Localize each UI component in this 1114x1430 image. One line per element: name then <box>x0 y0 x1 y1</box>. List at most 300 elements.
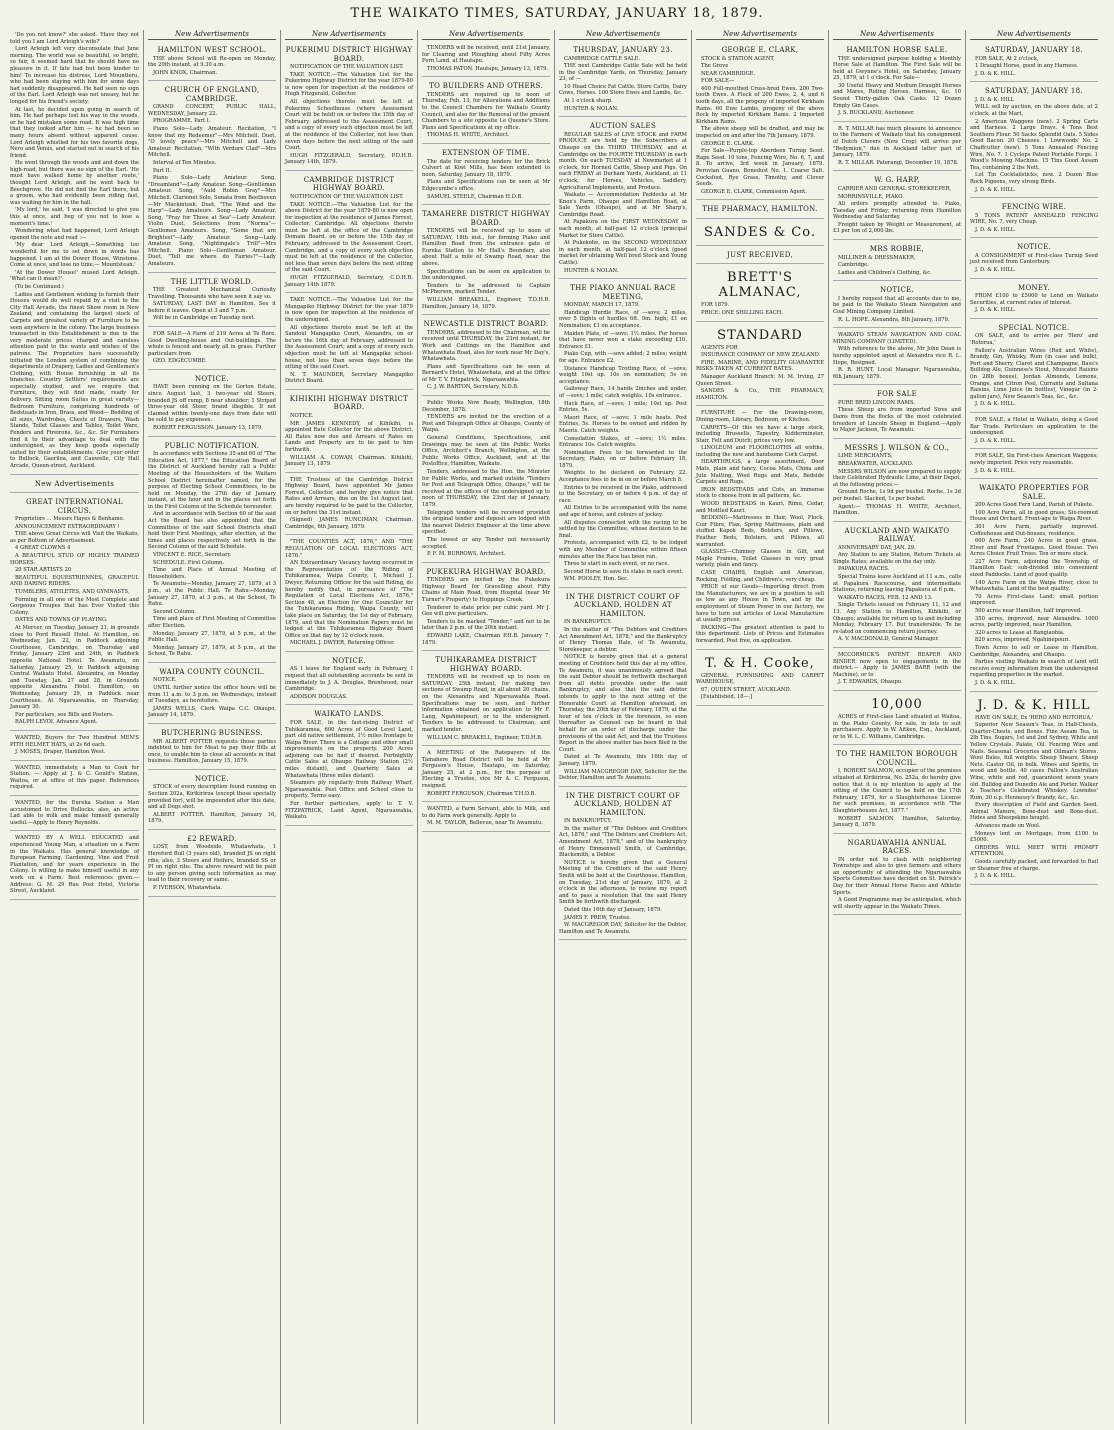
advertisement <box>970 321 1098 413</box>
advertisement <box>422 207 550 315</box>
advertisement-text: MESSRS WILSON are now prepared to supply their Celebrated Hydraulic Lime, at their Depot, at the following prices:— <box>833 468 961 488</box>
advertisement-text: At Papakura on the FIRST WEDNESDAY in each month, at half-past 12 o'clock (principal Market for Store Cattle). <box>559 219 687 239</box>
advertisement-text: MORRINSVILLE, PIAKO. <box>838 193 904 200</box>
advertisement-text: Second Horse to save its stake in each event. <box>564 568 684 575</box>
advertisement <box>833 283 961 328</box>
advertisement <box>970 694 1098 885</box>
advertisement-text: Any Station to any Station, Return Tickets at Single Rates; available on the day only. <box>833 552 961 565</box>
advertisement-text: HAVE been running on the Gorton Estate, since August last, 3 two-year old Steers, branded JS off rump, 8 near shoulder; 1 Striped three-year old Steer, brand illegible. If not claimed within twenty-one days from date will be sold to pay expenses. <box>148 384 276 424</box>
advertisement-text: Piano Solo—Lady Amateur. Song, "Dreamland"—Lady Amateur. Song—Gentleman Amateur. Song, "Auld Robin Gray"—Mrs Mitchell. Clarionet Solo, Sonata from Beethoven—Mr Mackintosh. Duet, "The Wind and the Harp"—Lady Amateurs. Song—Lady Amateur. Song, "Pray for Those at Sea"—Lady Amateur. Violin Duet, Selections from "Norma"—Gentlemen Amateurs. Song, "Some that are Brightest"—Lady Amateur. Song—Lady Amateur. Song, "Nightingale's Trill"—Mrs Mitchell. Piano Solo—Gentleman Amateur. Duet, "Tell me where do Fairies?"—Lady Amateurs. <box>148 175 276 267</box>
advertisement-text: TENDERS are invited by the Pukekura Highway Board for Gravelling about Fifty Chains of Main Road, from Hospital (near Mr Turner's Property) to Hoppings Creek. <box>422 577 550 603</box>
advertisement-text: FURNITURE — For the Drawing-room, Dining-room, Library, Bedroom, or Kitchen. <box>696 410 824 423</box>
advertisement-text: ANNIVERSARY DAY, JAN. 29. <box>838 544 916 551</box>
advertisement <box>970 281 1098 319</box>
advertisement-text: NOTICE. <box>290 412 314 419</box>
advertisement-text: For Sale—Purple-top Aberdeen Turnip Seed. Rape Seed. 10 tons, Fencing Wire, No. 6, 7, and 8. To arrive, 3rd week in January, 1879. Peruvian Guano. Bonedust No. 1. Coarse Salt. Cocksfoot, Rye Grass, Timothy, and Clover Seeds. <box>696 148 824 188</box>
advertisement-text: NOTICE is hereby given that at a general meeting of Creditors held this day at my office, Te Awamutu, it was unanimously agreed that the said Debtor should be forthwith discharged from all debts provable under the said Bankruptcy, and also that the said debtor intends to apply to the next sitting of the Honorable Court at Hamilton aforesaid, on Thursday, the 20th day of February, 1879, at the hour of ten o'clock in the forenoon, so soon thereafter as Counsel can be heard in that behalf for an order of discharge under the provisions of the said Act, and that the Trustees Report in the above matter has been filed in the Court. <box>559 654 687 753</box>
advertisement-text: THOMAS H. WHITE, Architect. <box>427 132 510 139</box>
advertisement-text: BEAUTIFUL EQUESTRIENNES, GRACEFUL AND DARING RIDERS. <box>10 574 139 588</box>
advertisement-text: Entries to be received in the Piako, addressed to the Secretary, on or before 4 p.m. of day of race. <box>559 484 687 504</box>
advertisement-title: 10,000 <box>871 696 923 712</box>
advertisement-text: TENDERS, addressed to the Chairman, will be received until THURSDAY, the 23rd instant, for Work and Cuttings on the Hamilton and Whatawhata Road, also for work near Mr Day's, Whatawhata. <box>422 329 550 363</box>
advertisement-text: 100 Acre Farm, all in good grass; Six-roomed House and Orchard. Front-age to Waipa River. <box>970 509 1098 523</box>
advertisement-text: N. T. MAUNDER, Secretary Mangapiko District Board. <box>285 371 413 385</box>
advertisement-text: In accordance with Sections 35 and 60 of "The Education Act, 1877," the Education Board of the District of Auckland hereby call a Public Meeting of the Householders of the Waitaro School District hereinafter named, for the purpose of Electing School Committees, to be held on Monday, the 27th day of January instant, at the hour and in the places set forth in the First Column of the Schedule hereunder. <box>148 451 276 510</box>
advertisement-title: PUKEKURA HIGHWAY BOARD. <box>426 567 546 576</box>
advertisement-text: I, ROBERT SALMON, occupier of the premises situated at Kirikiriroa, No. 252a, do hereby give notice that it is my intention to apply at the sitting of the Council to be held on the 17th February, 1879, for a Slaughterhouse License for such premises, in accordance with "The Slaughterhouses Act, 1877." <box>833 768 961 814</box>
advertisement-text: VINCENT E. RICE, Secretary. <box>153 552 232 559</box>
advertisement-text: For particulars, see Bills and Posters. <box>15 711 114 718</box>
advertisement <box>833 747 961 833</box>
advertisement-text: Ground Roche, 1s 9d per bushel. Roche, 1s 3d per bushel. Slacked, 1s per bushel. <box>833 489 961 502</box>
advertisement-text: J. D. & K. HILL. <box>975 70 1016 77</box>
advertisement <box>148 665 276 724</box>
advertisement-title: CHURCH OF ENGLAND, CAMBRIDGE. <box>164 86 260 103</box>
advertisement <box>422 43 550 77</box>
advertisement <box>833 43 961 122</box>
advertisement-title: SPECIAL NOTICE. <box>998 323 1070 332</box>
advertisement <box>285 537 413 652</box>
advertisement-text: IN BANKRUPTCY. <box>564 818 612 825</box>
advertisement-text: The Grove <box>701 63 729 70</box>
advertisement-text: Advances made on Wool. <box>975 823 1041 830</box>
advertisement-text: J. D. & K. HILL. <box>975 679 1016 686</box>
advertisement-text: In the matter of "The Debtors and Creditors Act Amendment Act, 1878," and the Bankruptcy of Henry Thomas Hale, of Te Awamutu, Storekeeper, a debtor. <box>559 627 687 653</box>
advertisement-text: 30 Useful Heavy and Medium Draught Horses and Mares, Riding Horses, Harness, &c. 10 Sound Thirty-gallon Oak Casks. 12 Dozen Empty Gin Cases. <box>833 82 961 109</box>
advertisement-text: MONDAY, MARCH 17, 1879. <box>564 302 640 309</box>
advertisement-text: FOR SALE, in the fast-rising District of Tuhikaramea, 600 Acres of Good Level Land, part old native settlement, 1½ miles frontage to Waipa River. There is a Cottage and other small improvements on the property. 200 Acres adjoining can be had if desired. Fortnightly Cattle Sales at Ohaupo Railway Station (2½ miles distant), and Quarterly Sales at Whatawhata (three miles distant). <box>285 719 413 779</box>
advertisement-title: THE PIAKO ANNUAL RACE MEETING, <box>570 284 676 301</box>
advertisement-title: J. D. & K. HILL <box>977 697 1091 713</box>
advertisement-text: 500 acres near Hamilton, half improved. <box>975 608 1082 615</box>
advertisement-text: WILLIAM BREAKELL, Engineer, T.D.H.B. Hamilton, January 14, 1879. <box>422 297 550 310</box>
advertisement-text: MICHAEL J. DWYER, Returning Officer. <box>290 640 395 647</box>
advertisement-text: ADDISON DOUGLAS. <box>290 693 348 700</box>
advertisement <box>696 43 824 200</box>
advertisement-text: HUNTER & NOLAN. <box>564 267 619 274</box>
advertisement <box>970 451 1098 479</box>
advertisement <box>148 275 276 327</box>
advertisement-text: Every description of Field and Garden Seed. Animal Manure, Bone-dust and Bone-dust. Hides and Sheepskins bought. <box>970 802 1098 822</box>
advertisement-text: At 1 o'clock sharp. <box>564 98 613 105</box>
advertisement-title: AUCTION SALES <box>589 122 657 131</box>
advertisement-text: These Sheep are from imported Sires and Dams from the flocks of the most celebrated breeders of Lincoln Sheep in England.—Apply to Major Jackson, Te Awamutu. <box>833 407 961 434</box>
advertisement-text: Galloway Race, 14 hands 2inches and under, of —sovs; 1 mile; catch weights. 10s entrance. <box>559 386 687 399</box>
advertisement-text: WANTED BY A WELL EDUCATED and experienced Young Man, a situation on a Farm in the Waikato. Has general knowledge of European Farming, Gardening, Vine and Fruit Plantation, and for years experience in the Colony. Is willing to make himself useful in any work on a Farm. Best references given.—Address: G. M. 29 Rue Post Hotel, Victoria Street, Auckland. <box>10 835 139 895</box>
advertisement-title: IN THE DISTRICT COURT OF AUCKLAND, HOLDEN AT HAMILTON. <box>565 592 681 618</box>
advertisement <box>148 83 276 272</box>
advertisement-text: All disputes connected with the racing to be settled by the Committee, whose decision to be final. <box>559 519 687 539</box>
advertisement-title: SATURDAY, JANUARY 18. <box>985 46 1083 54</box>
advertisement-title: THURSDAY, JANUARY 23. <box>573 46 673 54</box>
advertisement-text: Maori Race, of —sovs; 1 mile heats. Post Entries, 5s. Horses to be owned and ridden by Maoris. Catch weights. <box>559 414 687 434</box>
advertisement-text: J. D. & K. HILL. <box>975 873 1016 880</box>
advertisement-text: Goods carefully packed, and forwarded to Rail or Steamer free of charge. <box>970 859 1098 872</box>
advertisement <box>970 200 1098 238</box>
advertisement-text: Specifications can be seen on application to the undersigned. <box>422 268 550 282</box>
advertisement-text: PURE BRED LINCON RAMS. <box>838 399 915 406</box>
advertisement <box>285 295 413 390</box>
advertisement-title: IN THE DISTRICT COURT OF AUCKLAND, HOLDEN AT HAMILTON. <box>565 791 681 817</box>
advertisement-text: WILLIAM A. COWAN, Chairman. Kihikihi, January 13, 1879. <box>285 454 413 468</box>
advertisement-text: Time and Place of Annual Meeting of Householders. <box>148 567 276 580</box>
advertisement <box>10 30 139 475</box>
advertisement-title: HAMILTON HORSE SALE. <box>846 46 948 54</box>
advertisement-text: NOTICE. <box>153 677 177 684</box>
advertisement-text: W. MACGREGOR DAY, Solicitor for the Debtor, Hamilton and Te Awamutu. <box>559 922 687 935</box>
advertisement-text: Special Trains leave Auckland at 11 a.m., calls at Papakura Racecourse, and intermediate Stations, returning leaving Papakura at 6 p.m. <box>833 574 961 594</box>
advertisement-text: Wondering what had happened, Lord Arleigh opened the note and read :— <box>10 228 139 241</box>
advertisement-text: Plans and Specifications can be seen at Bernard's Hotel, Whatawhata, and at the Office of Mr T. V. Fitzpatrick, Ngaruawahia. <box>422 363 550 383</box>
advertisement-text: And in accordance with Section 60 of the said Act the Board has also appointed that the Committees of the said School Districts shall hold their First Meetings, after election, at the times and places respectively set forth in the Second Column of the said Schedule. <box>148 511 276 551</box>
advertisement-text: Second Column. <box>153 608 196 615</box>
advertisement-text: GEO. EDGECUMBE. <box>153 358 207 365</box>
advertisement-text: WANTED, immediately, a Man to Cook for Station. — Apply at J. & C. Gould's Station, Waitoa, or at office of this paper. References required. <box>10 764 139 791</box>
advertisement-text: NEAR CAMBRIDGE. <box>701 70 756 77</box>
advertisement-text: 5 TONS PATENT ANNEALED FENCING WIRE, No. 7, very Cheap. <box>970 212 1098 226</box>
advertisement <box>970 43 1098 82</box>
advertisement <box>696 248 824 265</box>
advertisement-title: NEWCASTLE DISTRICT BOARD. <box>423 320 549 329</box>
advertisement-text: TAKE NOTICE.—The Valuation List for the Mangapiko Highway District for the year 1879 is now open for inspection at the residence of the undersigned. <box>285 297 413 323</box>
advertisement-text: Lord Arleigh left very disconsolate that June morning. The world was so beautiful, so bright, so fair, it seemed hard that he should have no pleasure in it. If fate had but been kinder to him! To increase his distress, Lord Mountleru, who had been staying with him for some days had suddenly disappeared. He had seen no sign of the Earl. Lord Arleigh was not uneasy, but he longed for his friend's society. <box>10 46 139 105</box>
advertisement-text: PROGRAMME. Part I. <box>153 118 211 125</box>
advertisement-text: TENDERS are required up to noon of Thursday, Feb. 13, for Alterations and Additions to the Council Chambers for Waikato County Council, and also for the Removal of the present Chambers to a site opposite Le Quesne's Store. Plans and Specifications at my office. <box>422 91 550 131</box>
advertisement <box>559 590 687 787</box>
advertisement <box>285 707 413 825</box>
advertisement-text: Dated this 16th day of January, 1879. <box>564 906 662 913</box>
advertisement-text: WANTED, a Farm Servant, able to Milk, and to do Farm work generally. Apply to <box>422 806 550 819</box>
advertisement-title: NGARUAWAHIA ANNUAL RACES. <box>847 838 947 856</box>
advertisement-title: PUBLIC NOTIFICATION. <box>164 441 260 450</box>
advertisement <box>285 173 413 293</box>
advertisement <box>148 772 276 830</box>
advertisement-title: NOTICE. <box>194 374 230 383</box>
advertisement-text: TAKE NOTICE.—The Valuation List for the above District for the year 1879-80 is now open for inspection at the residence of James Forrest, Collector, Cambridge. All objections thereto must be left at the office of the Cambridge Domain Board, on or before the 15th day of February, addressed to the Assessment Court, Cambridge, and a copy of every such objection must be left at the residence of the Collector, not less than seven days before the next sitting of the said Court. <box>285 201 413 274</box>
advertisement-text: 301 Acre Farm, partially improved. Coffeehouse and Out-houses, residence. <box>970 523 1098 537</box>
advertisement-text: Will be in Cambridge on Tuesday next. <box>153 315 256 322</box>
advertisement-text: ROBERT FERGUSSON. January 13, 1879. <box>153 425 264 432</box>
advertisement-text: FOR SALE—A Farm of 219 Acres at Te Rore. Good Dwelling-house and Out-buildings. The whole is fenced and nearly all in grass. Further particulars from <box>148 331 276 357</box>
advertisement <box>833 173 961 240</box>
advertisement-text: Weights to be declared on February 22. Acceptance fees to be in on or before March 8. <box>559 470 687 484</box>
advertisement-text: I hereby request that all accounts due to me, be paid to the Waikato Steam Navigation and Coal Mining Company Limited. <box>833 295 961 316</box>
advertisement-title: £2 REWARD. <box>187 834 237 843</box>
advertisement-title: NOTICE. <box>1016 243 1052 252</box>
advertisement-text: Fallon's Australian Wines (Red and White), Brandy, Gin, Whisky, Rum (in case and bulk), Port and Sherry, Claret and Champagne, Bass's Bulldog Ale, Guinness's Stout, Muscatel Raisins (in 28lb boxes), Jordan Almonds, Lemons, Orange, and Citron Peel, Currants and Sultana Raisins, Lime Juice (in bottles), Vinegar (in 2-gallon jars), New Season's Teas, &c., &c. <box>970 347 1098 400</box>
advertisement-text: LIME MERCHANTS, <box>838 453 893 460</box>
advertisement-text: Superior New Season's Teas, in Half-Chests, Quarter-Chests, and Boxes. Fine Assam Tea, in 2lb Tins. Sugars, 1st and 2nd Sydney, White and Yellow Crystals. Palate, Oil. Fencing Wire and Nails. Seasonal Groceries and Oilman's Stores. Wool Bales, full weights. Sheep Shears, Sheep Nets. Castor Oil, in bulk. Wines and Spirits, in wood and bottle. 40 cases Fallon's Australian Wine, white and red, guaranteed seven years old. Bulldog and Dunedin Ale and Porter. Walker & Teacher's Celebrated Whiskey. Lowndes' Rum, 30 o.p. Hennessy's Brandy, &c., &c. <box>970 722 1098 801</box>
column-heading: New Advertisements <box>833 30 961 40</box>
advertisement-text: Three to start in each event, or no race. <box>564 561 670 568</box>
advertisement-text: FOR SALE— <box>701 78 735 85</box>
advertisement <box>422 317 550 396</box>
advertisement-title: NOTICE. <box>879 286 915 295</box>
advertisement-text: PACKING—The greatest attention is paid to this department. Lists of Prices and Estimates forwarded, Post free, on application. <box>696 624 824 644</box>
advertisement-text: Te Awamutu—Monday, January 27, 1879, at 3 p.m., at the Public Hall. Te Rahu—Monday, January 27, 1879, at 3 p.m., at the School, Te Rahu. <box>148 581 276 608</box>
advertisement-text: WANTED, Buyers for Two Hundred MEN'S PITH HELMET HATS, at 2s 6d each. <box>10 734 139 748</box>
advertisement <box>833 441 961 522</box>
advertisement-text: All orders promptly attended to. Piako, Tuesday and Friday; returning from Hamilton Wednesday and Saturday. <box>833 201 961 221</box>
advertisement <box>148 439 276 663</box>
advertisement <box>148 372 276 437</box>
advertisement <box>148 726 276 770</box>
advertisement-text: J. S. BUCKLAND, Auctioneer. <box>838 110 915 117</box>
advertisement-text: WANTED, for the Eureka Station a Man accustomed to Drive Bullocks; also, an active Lad able to milk and make himself generally useful.—Apply to Henry Reynolds. <box>10 800 139 826</box>
newspaper-column <box>554 30 691 1424</box>
column-heading: New Advertisements <box>422 30 550 40</box>
advertisement-title: GREAT INTERNATIONAL CIRCUS. <box>26 498 123 515</box>
advertisement-text: THE Greatest Mechanical Curiosity Travelling. Thousands who have seen it say so. <box>148 287 276 300</box>
advertisement-text: M. M. TAYLOR, Bellevue, near Te Awamutu. <box>427 820 543 827</box>
advertisement-text: Tenderer to state price per cubic yard. Mr J. Gee will give particulars. <box>422 604 550 618</box>
advertisement-text: Lot Tin Cocktailsticks, new. 2 Dozen Blue Rock Pigeons, very strong Birds. <box>970 172 1098 185</box>
advertisement-text: Dated at Te Awamutu, this 16th day of January, 1879. <box>559 754 687 767</box>
advertisement-text: A MEETING of the Ratepayers of the Tamahere Road District will be held at Mr Ferguson's House, Hautapu, on Saturday, January 25, at 2 p.m., for the purpose of Electing a Trustee, vice Mr A. C. Ferguson, resigned. <box>422 750 550 790</box>
advertisement-text: 'Do you not know?' she asked. 'Have they not told you I am Lord Arleigh's wife?' <box>10 32 139 45</box>
advertisement-text: J. D. & K. HILL. <box>975 437 1016 444</box>
advertisement-text: FOR SALE, At 2 o'clock, <box>975 55 1039 62</box>
advertisement-text: GEORGE E. CLARK, Commission Agent. <box>701 188 807 195</box>
advertisement <box>10 833 139 899</box>
advertisement-text: J. MOSES, Draper, Hamilton West. <box>15 749 106 756</box>
advertisement-text: Monday, January 27, 1879, at 5 p.m., at the School, Te Rahu. <box>148 644 276 658</box>
advertisement-text: Tenders to be addressed to Captain McPherson, marked Tender. <box>422 282 550 296</box>
advertisement-text: Nomination Fees to be forwarded to the Secretary, Piako, on or before February 18, 1879. <box>559 449 687 469</box>
advertisement <box>559 43 687 117</box>
advertisement-text: FOR SALE, Six First-class American Waggons; newly imported. Price very reasonable. <box>970 453 1098 466</box>
advertisement-title: THE LITTLE WORLD. <box>170 277 254 286</box>
advertisement-text: At Mercer, on Tuesday, January 21, in grounds close to Pord Russell Hotel. At Hamilton, on Wednesday, Jan. 22, in Paddock adjoining Courthouse, Cambridge, on Thursday and Friday, January 23rd and 24th, in Paddock opposite National Hotel. Te Awamutu, on Saturday, January 25, in Paddock adjoining Central Waikato Hotel. Alexandra, on Monday and Tuesday, Jan. 27 and 28, in Grounds opposite Alexandra Hotel. Hamilton, on Wednesday, January 29, in Paddock near Courthouse. At Ngaruawahia, on Thursday, January 30. <box>10 625 139 711</box>
advertisement-text: HEARTHRUGS, a large assortment, Door Mats, plain and fancy, Cocoa Mats, China and Jute Matting, Wool Rugs and Mats, Bedside Carpets and Rugs. <box>696 459 824 486</box>
advertisement-text: Piano Solo—Lady Amateur. Recitation, "I know that my Redeemer"—Mrs Mitchell. Duet, "O lovely peace"—Mrs Mitchell and Lady Amateur. Recitation, "With Verdure Clad"—Mrs Mitchell. <box>148 126 276 159</box>
advertisement-text: 350 acres, improved, near Alexandra. 1000 acres, partly improved, near Hamilton. <box>970 615 1098 629</box>
advertisement-text: 320 acres to Lease at Rangiaohia. <box>975 629 1065 636</box>
advertisement-text: Handicap Hurdle Race, of —sovs; 2 miles, over 5 flights of hurdles 6ft. 9in. high; £1 on Nomination; £1 on acceptance. <box>559 309 687 329</box>
advertisement-text: Piako Cup, with —sovs added; 2 miles; weight for age. Entrance £2. <box>559 351 687 364</box>
advertisement-text: 70 Acres First-class Land; small portion improved. <box>970 593 1098 607</box>
advertisement-text: PRICE: ONE SHILLING EACH. <box>701 309 783 316</box>
advertisement-text: BEDDING—Mattresses in Hair, Wool, Flock, Coir Fibre, Flax, Spring Mattresses, plain and stuffed Kapok Beds, Bolsters, and Pillows, Feather Beds, Bolsters, and Pillows, all warranted. <box>696 515 824 548</box>
advertisement-text: FIRE, MARINE, AND FIDELITY GUARANTEE RISKS TAKEN AT CURRENT RATES. <box>696 359 824 373</box>
advertisement-text: AN Extraordinary Vacancy having occurred in the Representation of the Riding of Tuhikaramea, Waipa County, I, Michael J. Dwyer, Returning Officer for the said Riding, do hereby notify that, in pursuance of "The Regulation of Local Elections Act, 1876," Section 48, an Election for One Councillor for the Tuhikaramea Riding, Waipa County, will take place on Saturday, the 1st day of February, 1879, and that the Nomination Papers must be lodged at the Tuhikaramea Highway Board Office on that day by 12 o'clock noon. <box>285 560 413 639</box>
column-heading: New Advertisements <box>285 30 413 40</box>
advertisement-text: J. D. & K. HILL. <box>975 467 1016 474</box>
advertisement-text: [Established, 18—.] <box>701 694 753 701</box>
advertisement-text: ROBERT SALMON. Hamilton, Saturday, January 8, 1879. <box>833 815 961 829</box>
advertisement-text: THE Trustees of the Cambridge District Highway Board, have appointed Mr James Forrest, Collector, and hereby give notice that Rates and Arrears, due on the 1st August last, are hereby required to be paid to the Collector, on or before the 31st instant. <box>285 476 413 516</box>
advertisement-text: 200 Acres Good Fern Land, Parish of Pukete. <box>975 502 1094 509</box>
masthead: THE WAIKATO TIMES, SATURDAY, JANUARY 18, 1879. <box>350 6 764 21</box>
advertisement-text: All Entries to be accompanied with the name and age of horse, and colours of jockey. <box>559 505 687 519</box>
advertisement <box>559 281 687 588</box>
advertisement <box>10 763 139 796</box>
advertisement-text: The date for receiving tenders for the Brick Culvert at Kiwi Mills, has been extended to noon, Saturday, January 18, 1879. <box>422 158 550 178</box>
advertisement-text: Protests, accompanied with £2, to be lodged with any Member of Committee within fifteen minutes after the Race has been run. <box>559 540 687 560</box>
advertisement-text: THE above Great Circus will Visit the Waikato, as per Bottom of Advertisement. <box>10 531 139 544</box>
advertisement-text: 2 American Waggons (new). 2 Spring Carts and Harness. 2 Large Drays. 4 Tons Best Southern Flour. 50 Sacks Splendid Oats. 5 Sides Good Bacon. 20 Cheeses. 1 Lowwoods' No. 2 Chaffcutter (new). 5 Tons Annealed Fencing Wire, No. 7. 1 Cyclops Patent Portable Forge. 1 Wood's Mowing Machine. 15 Tins Good Assam Tea, containing 2 lbs Nett. <box>970 118 1098 171</box>
advertisement <box>833 836 961 916</box>
advertisement-text: FROM £100 to £5000 to Lend on Waikato Securities, at current rates of interest. <box>970 293 1098 306</box>
advertisement-text: CARPETS—Of this we have a large stock, including Brussells, Tapestry, Kidderminster, Stair, Felt and Dutch; prices very low. <box>696 424 824 444</box>
advertisement-title: TUHIKARAMEA DISTRICT HIGHWAY BOARD. <box>435 656 537 673</box>
advertisement-text: J. D. & K. HILL. <box>975 226 1016 233</box>
advertisement-text: CASE CHAIRS, English and American, Rocking, Folding, and Children's, very cheap. <box>696 569 824 583</box>
advertisement-title: T. & H. Cooke, <box>705 655 815 671</box>
advertisement-title: TO THE HAMILTON BOROUGH COUNCIL. <box>836 750 958 767</box>
newspaper-column <box>828 30 965 1424</box>
advertisement-text: (Signed) JAMES RUNCIMAN, Chairman. Cambridge, 6th January, 1879. <box>285 517 413 530</box>
advertisement-text: At last, he decided upon going in search of him. He had perhaps lost his way in the woods, or he had mistaken some road. It was high time that they looked after him — he had been so many hours absent without apparent cause. Lord Arleigh whistled for his two favorite dogs, Nero and Venus, and started out in search of his friend. <box>10 106 139 159</box>
advertisement-text: ALBERT POTTER. Hamilton, January 16, 1879. <box>148 811 276 825</box>
advertisement-title: AUCKLAND AND WAIKATO RAILWAY. <box>844 526 950 544</box>
advertisement-text: IRON BEDSTEADS and Cots, an immense stock to choose from in all patterns, &c. <box>696 486 824 500</box>
advertisement-text: IN BANKRUPTCY. <box>564 619 612 626</box>
advertisement-text: Consolation Stakes, of —sovs; 1½ miles. Entrance 10s. Catch weights. <box>559 435 687 449</box>
advertisement-text: 227 Acre Farm, adjoining the Township of Hamilton East; sub-divided into convenient sized Paddocks. Land of good quality. <box>970 558 1098 579</box>
advertisement-text: Plans and Specifications can be seen at Mr Edgecumbe's office. <box>422 179 550 192</box>
advertisement <box>10 733 139 761</box>
advertisement <box>148 832 276 897</box>
advertisement-text: R. T. MILLAR. Paterangi, December 19, 1878. <box>838 159 959 166</box>
advertisement-title: GEORGE E. CLARK, <box>721 46 799 54</box>
advertisement-text: With reference to the above, Mr John Dean is hereby appointed agent at Alexandra vice R. L. Hope, Resigned. <box>833 346 961 366</box>
advertisement <box>285 392 413 473</box>
advertisement-text: MR ALBERT POTTER requests those parties indebted to him for Meat to pay their Bills at once, to enable him to close all accounts in that business. Hamilton, January 15, 1879. <box>148 738 276 765</box>
advertisement-title: WAIPA COUNTY COUNCIL. <box>159 667 265 676</box>
newspaper-column <box>280 30 417 1424</box>
advertisement-text: Part II. <box>153 167 172 174</box>
advertisement-text: THE undersigned purpose holding a Monthly Horse Sale at Hamilton. The First Sale will be held at Gwynne's Hotel, on Saturday, January 25, 1879, at 1 o'clock. For Sale— <box>833 55 961 82</box>
advertisement-text: PRICE of our Goods—Importing direct from the Manufacturers, we are in a position to sell as low as any House in Town, and by the employment of Steam Power in our factory, we have to turn out articles of Local Manufacture at usually prices. <box>696 584 824 624</box>
advertisement-text: GEORGE E. CLARK. <box>701 140 755 147</box>
advertisement-title: NOTICE. <box>331 656 367 665</box>
advertisement <box>833 387 961 438</box>
advertisement-text: AS I leave for England early in February, I request that all outstanding accounts be sent in immediately to J. A. Douglas, Brentwood, near Cambridge. <box>285 666 413 693</box>
advertisement-text: Manager Auckland Branch: M. M. Irving, 27 Queen Street. <box>696 373 824 387</box>
advertisement-text: J. D. & K. HILL. <box>975 401 1016 408</box>
advertisement-text: BREAKWATER, AUCKLAND. <box>838 460 914 467</box>
advertisement-title: TAMAHERE DISTRICT HIGHWAY BOARD. <box>422 210 550 227</box>
advertisement-text: TUMBLERS, ATHLETES, AND GYMNASTS, <box>15 589 130 596</box>
advertisement-text: 4 GREAT CLOWNS 4 <box>15 545 71 552</box>
advertisement-text: TENDERS are invited for the erection of a Post and Telegraph Office at Ohaupo, County of Waipa. <box>422 414 550 434</box>
advertisement <box>422 79 550 144</box>
advertisement <box>833 330 961 385</box>
advertisement-text: Hack Race, of —sovs; 1 mile; 10st up. Post Entries, 5s. <box>559 400 687 414</box>
advertisement-text: FOR SALE, a Hotel in Waikato, doing a Good Bar Trade. Particulars on application to the undersigned. <box>970 416 1098 437</box>
advertisement <box>833 650 961 691</box>
advertisement-text: 'At the Dower House!' mused Lord Arleigh. 'What can it mean?' <box>10 269 139 283</box>
advertisement-text: P. F. M. BURROWS, Architect. <box>427 551 506 558</box>
advertisement-text: JAMES F. PREW, Trustee. <box>564 914 631 921</box>
advertisement-text: Maiden Plate, of —sovs; 1½ miles. For horses that have never won a stake exceeding £10. Entrance £1. <box>559 330 687 350</box>
advertisement <box>833 124 961 172</box>
advertisement <box>422 398 550 563</box>
advertisement-text: Distance Handicap Trotting Race, of —sovs; weight 10st up. 10s on nomination; 5s on acceptance. <box>559 365 687 385</box>
advertisement-text: IN order not to clash with neighboring Townships and also to give farmers and others an opportunity of attending the Ngaruawahia Sports Committee have decided on St. Patrick's Day for their Annual Horse Races and Athletic Sports. <box>833 856 961 896</box>
advertisement-text: GLASSES—Chimney Glasses in Gilt, and Maple Frames, Toilet Glasses in very great variety, plain and fancy. <box>696 549 824 569</box>
advertisement-text: NOTIFICATION OF THE VALUATION LIST. <box>290 193 404 200</box>
advertisement <box>696 408 824 649</box>
advertisement-title: EXTENSION OF TIME. <box>442 149 530 158</box>
advertisement-text: SCHEDULE. First Column. <box>153 559 225 566</box>
advertisement-text: Steamers ply regularly from Railway Wharf, Ngaruawahia. Post Office and School close to property. Terms easy. <box>285 780 413 800</box>
advertisement-title: CAMBRIDGE DISTRICT HIGHWAY BOARD. <box>303 175 395 193</box>
advertisement-title: MESSRS J. WILSON & CO., <box>844 443 950 452</box>
advertisement-text: A. V. MACDONALD, General Manager. <box>838 636 939 643</box>
advertisement-text: 1 Draught Horse, good in any Harness. <box>975 63 1079 70</box>
advertisement-text: Tenders to be marked "Tender," and not to be later than 2 p.m. of the 20th instant. <box>422 618 550 632</box>
advertisement-text: WAIKATO STEAM NAVIGATION AND COAL MINING COMPANY (LIMITED). <box>833 332 961 345</box>
advertisement-title: KIHIKIHI HIGHWAY DISTRICT BOARD. <box>289 394 409 412</box>
advertisement-title: WAIKATO PROPERTIES FOR SALE. <box>979 484 1089 501</box>
advertisement-text: TAKE NOTICE.—The Valuation List for the Pukerimu Highway District for the year 1879-80 is now open for inspection at the residence of Hugh Fitzgerald, Collector. <box>285 71 413 98</box>
advertisement <box>148 43 276 81</box>
advertisement-text: At Pukekohe, on the SECOND WEDNESDAY in each month, at half-past 12 o'clock (good market for obtaining Well bred Stock and Young Cattle). <box>559 240 687 267</box>
advertisement-text: 10 Head Choice Fat Cattle. Store Cattle, Dairy Cows, Horses. 100 Store Ewes and Lambs, &c. <box>559 83 687 97</box>
advertisement <box>833 524 961 648</box>
advertisement-text: 140 Acre Farm on the Waipa River, close to Whatawhata. Land of the best quality. <box>970 579 1098 593</box>
advertisement-text: Agent:— THOMAS H. WHITE, Architect, Hamilton. <box>833 503 961 517</box>
newspaper-column <box>143 30 280 1424</box>
advertisement <box>285 475 413 536</box>
advertisement-text: HUNTER & NOLAN. <box>564 105 619 112</box>
advertisement-text: 67, QUEEN STREET, AUCKLAND. <box>701 686 792 693</box>
advertisement <box>833 693 961 745</box>
advertisement-text: (To be Continued.) <box>15 283 64 290</box>
advertisement-text: WM. POOLEY, Hon. Sec. <box>564 576 629 583</box>
advertisement-text: SATURDAY, LAST DAY in Hamilton. See it before it leaves. Open at 3 and 7 p.m. <box>148 301 276 314</box>
newspaper-column <box>965 30 1102 1424</box>
advertisement-text: Parties visiting Waikato in search of land will receive every information from the undersigned regarding properties in the market. <box>970 659 1098 679</box>
advertisement-text: ANNOUNCEMENT EXTRAORDINARY ! <box>15 523 120 530</box>
advertisement-text: GRAND CONCERT, PUBLIC HALL, WEDNESDAY, January 22. <box>148 104 276 117</box>
advertisement-text: Interval of Ten Minutes. <box>153 160 217 167</box>
advertisement-text: STOCK of every description found running on Section 202a, Kirikiriroa (except those specially provided for), will be impounded after this date, and all Dogs shot. <box>148 784 276 811</box>
advertisement <box>422 804 550 832</box>
advertisement-text: NOTICE is hereby given that a General Meeting of the Creditors of the said Henry Smith will be held at the Courthouse, Hamilton, on Tuesday, 21st day of January, 1879, at 2 o'clock in the afternoon, to review my report and to pass a resolution that the said Henry Smith be forthwith discharged. <box>559 859 687 906</box>
advertisement <box>422 748 550 802</box>
advertisement-text: WILLIAM MACGREGOR DAY, Solicitor for the Debtor, Hamilton and Te Awamutu. <box>559 768 687 782</box>
advertisement-text: Single Tickets issued on February 11, 12 and 13. Any Station to Hamilton, Kihikihi, or Ohaupo; available for return up to and including Monday, February 17. But transferable. To be re-lated on commencing return journey. <box>833 602 961 635</box>
advertisement-title: PUKERIMU DISTRICT HIGHWAY BOARD. <box>285 46 413 63</box>
advertisement-title: HAMILTON WEST SCHOOL. <box>157 46 267 54</box>
advertisement-text: WAIKATO RACES, FEB. 12 AND 13. <box>838 594 933 601</box>
advertisement-title: WAIKATO LANDS. <box>314 710 384 719</box>
advertisement-text: WILLIAM C. BREAKELL, Engineer, T.D.H.B. <box>427 734 543 741</box>
advertisement-text: PAPAKURA RACES. <box>838 566 890 573</box>
advertisement-text: LOST, from Woodside, Whatawhata, 1 Hereford Bull (3 years old), branded JS on right ribs; also, 3 Steers and Heifers, branded SS or PI on right ribs. The above reward will be paid to any person giving such information as may lead to their recovery or same. <box>148 844 276 884</box>
advertisement-text: A CONSIGNMENT of First-class Turnip Seed just received from Canterbury. <box>970 252 1098 266</box>
advertisement-text: ORDERS WILL MEET WITH PROMPT ATTENTION. <box>970 844 1098 858</box>
advertisement-text: 820 acres, improved, Ngahinepouri. <box>975 637 1071 644</box>
advertisement <box>696 652 824 706</box>
advertisement-text: R. T. MILLAR has much pleasure to announce to the Farmers of Waikato that his consignment of Dutch Clovers (New Crop) will arrive per "Redymion," due in Auckland latter part of January, 1879. <box>833 125 961 159</box>
advertisement-text: MR JAMES KENNEDY, of Kihikihi, is appointed Rate Collector for the above District. All Rates now due and Arrears of Rates on Lands and Property are to be paid to him forthwith. <box>285 420 413 453</box>
advertisement-text: A BEAUTIFUL STUD OF HIGHLY TRAINED HORSES. <box>10 553 139 566</box>
advertisement-text: WOOD BEDSTEADS in Kauri, Rimu, Cedar, and Mottled Kauri. <box>696 501 824 514</box>
advertisement-text: Cambridge. <box>838 262 869 269</box>
advertisement-text: R. R. HUNT, Local Manager. Ngaruawahia, 6th January, 1879. <box>833 367 961 380</box>
advertisement-text: C. J. W. BARTON, Secretary, N.D.B. <box>427 384 519 391</box>
column-heading: New Advertisements <box>970 30 1098 40</box>
advertisement-text: MCCORMICK'S PATENT REAPER AND BINDER now open to engagements in the district.— Apply to JAMES BARR (with the Machine), or to <box>833 652 961 678</box>
advertisement-text: P. IVERSON, Whatawhata. <box>153 885 223 891</box>
advertisement-title: NOTICE. <box>194 774 230 783</box>
advertisement <box>422 565 550 651</box>
advertisement <box>970 415 1098 449</box>
